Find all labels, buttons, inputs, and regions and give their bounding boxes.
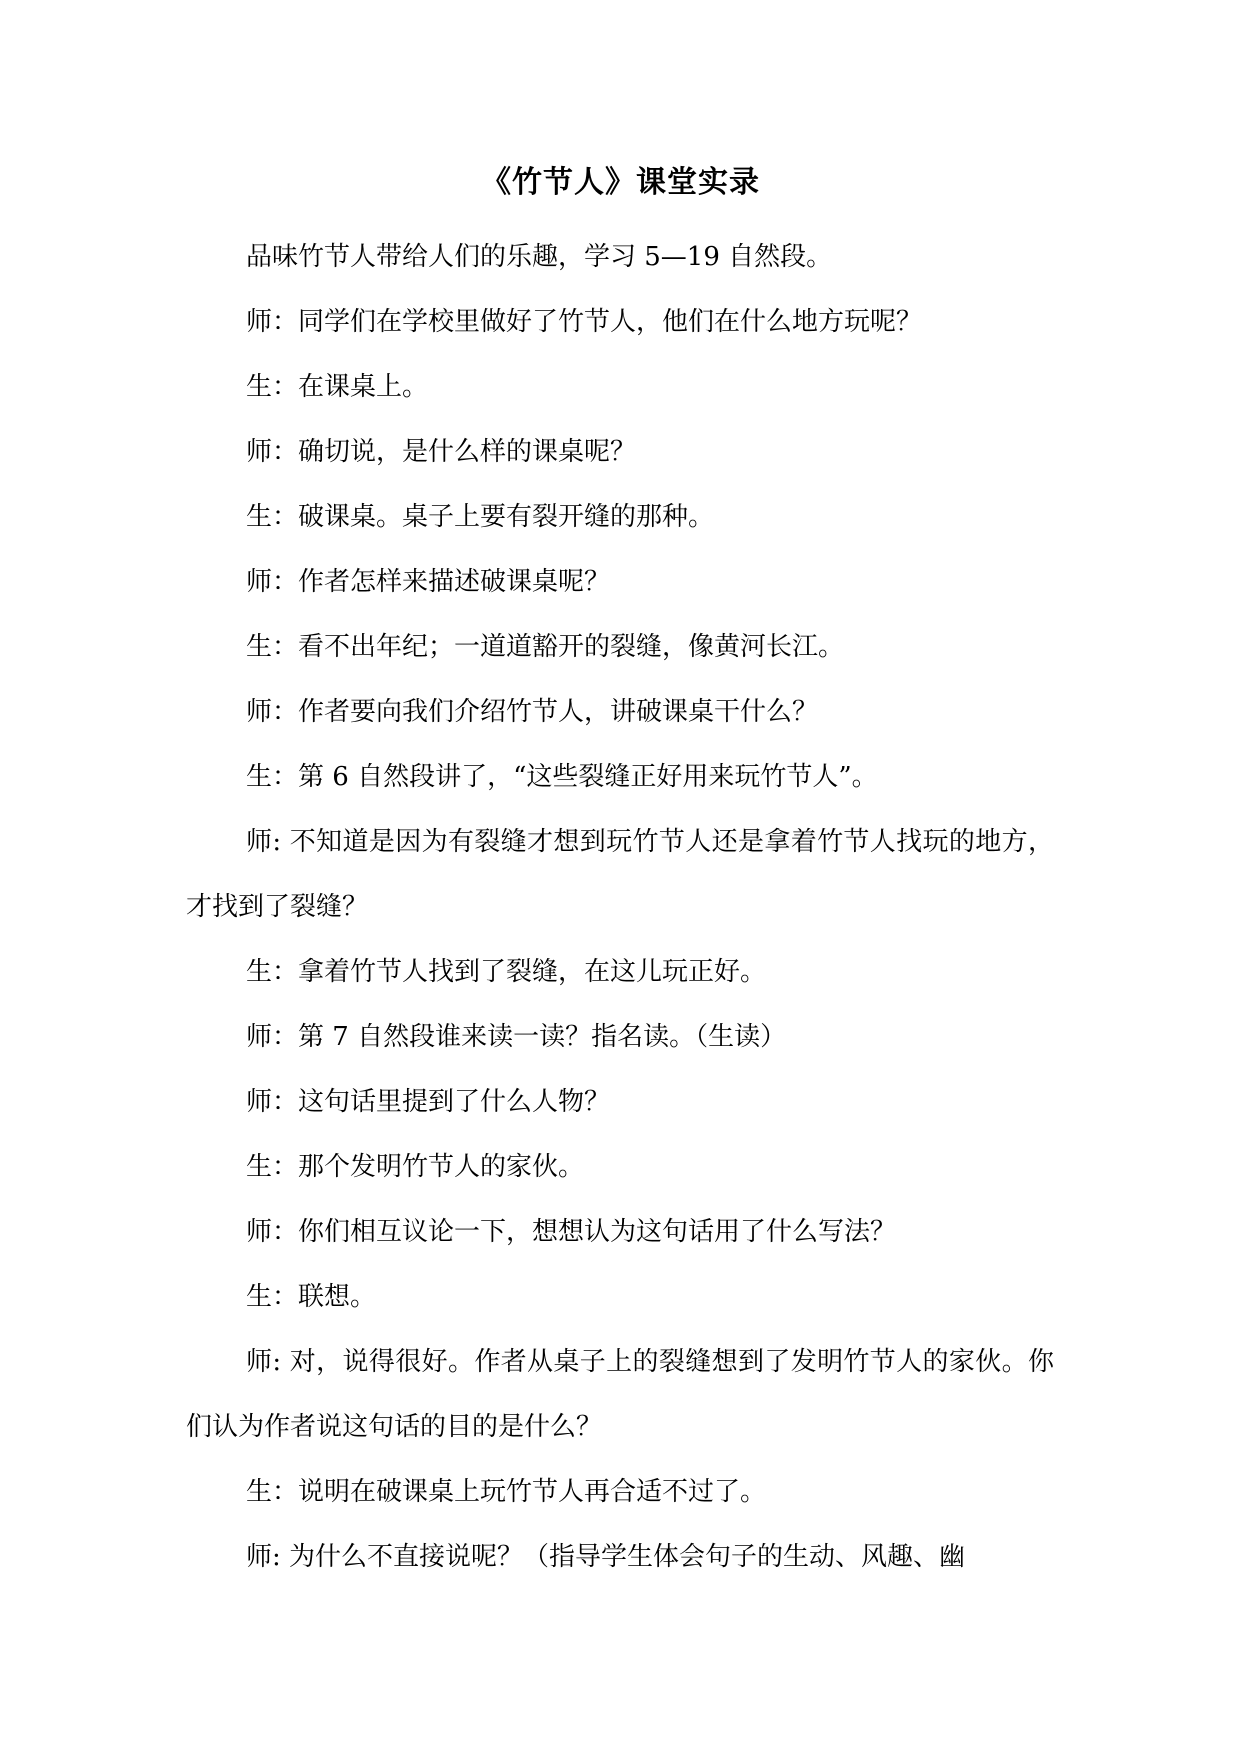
paragraph: 师：第 7 自然段谁来读一读？指名读。（生读） bbox=[246, 1022, 787, 1052]
paragraph: 生：破课桌。桌子上要有裂开缝的那种。 bbox=[246, 502, 715, 532]
paragraph: 品味竹节人带给人们的乐趣，学习 5—19 自然段。 bbox=[246, 242, 833, 272]
paragraph: 师：这句话里提到了什么人物？ bbox=[246, 1087, 611, 1117]
paragraph: 师：你们相互议论一下，想想认为这句话用了什么写法？ bbox=[246, 1217, 897, 1247]
paragraph: 师：确切说，是什么样的课桌呢？ bbox=[246, 437, 637, 467]
document-body bbox=[186, 225, 1054, 1590]
paragraph: 生：联想。 bbox=[246, 1282, 377, 1312]
paragraph: 师: 为什么不直接说呢？（指导学生体会句子的生动、风趣、幽 bbox=[246, 1542, 966, 1572]
paragraph: 生：那个发明竹节人的家伙。 bbox=[246, 1152, 585, 1182]
document-title: 《竹节人》课堂实录 bbox=[481, 165, 760, 200]
paragraph: 生：看不出年纪；一道道豁开的裂缝，像黄河长江。 bbox=[246, 632, 845, 662]
paragraph: 师: 不知道是因为有裂缝才想到玩竹节人还是拿着竹节人找玩的地方，才找到了裂缝？ bbox=[186, 827, 1054, 922]
paragraph: 生：拿着竹节人找到了裂缝，在这儿玩正好。 bbox=[246, 957, 767, 987]
paragraph: 师: 对，说得很好。作者从桌子上的裂缝想到了发明竹节人的家伙。你们认为作者说这句话的目的是什么？ bbox=[186, 1347, 1054, 1442]
paragraph: 师：作者怎样来描述破课桌呢？ bbox=[246, 567, 611, 597]
paragraph: 生：第 6 自然段讲了，“这些裂缝正好用来玩竹节人”。 bbox=[246, 762, 878, 792]
paragraph: 师：作者要向我们介绍竹节人，讲破课桌干什么？ bbox=[246, 697, 819, 727]
paragraph: 生：在课桌上。 bbox=[246, 372, 429, 402]
paragraph: 生：说明在破课桌上玩竹节人再合适不过了。 bbox=[246, 1477, 767, 1507]
paragraph: 师：同学们在学校里做好了竹节人，他们在什么地方玩呢？ bbox=[246, 307, 923, 337]
